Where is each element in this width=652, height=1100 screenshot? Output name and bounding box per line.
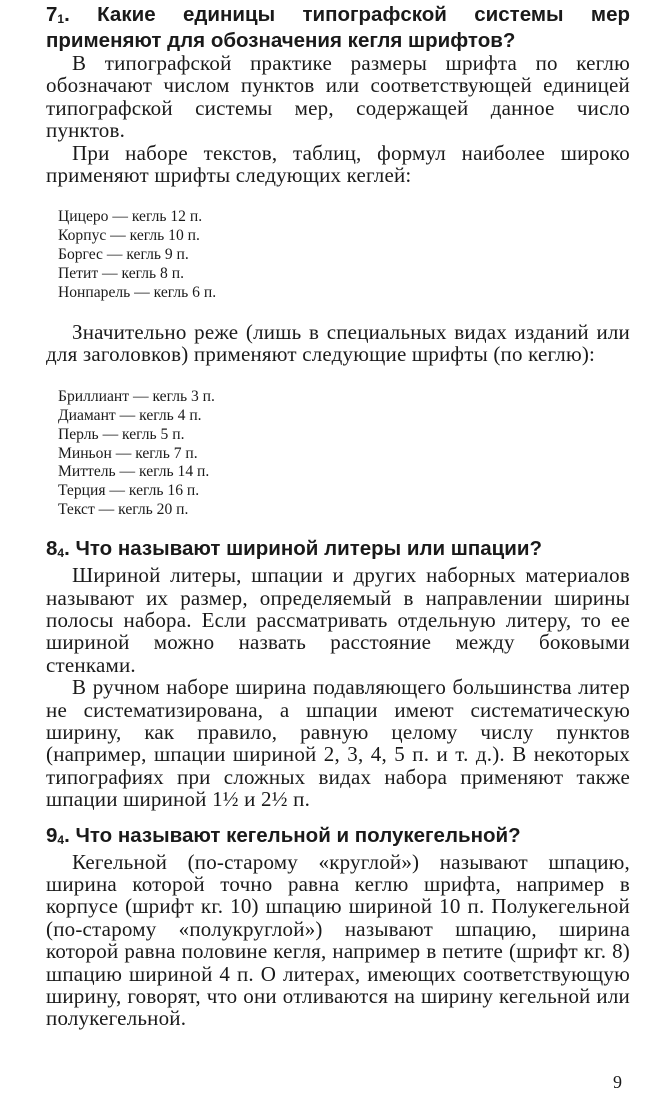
list-item: Терция — кегль 16 п. (58, 482, 200, 500)
paragraph: В ручном наборе ширина подавляющего большинства литер не систематизирована, а шпации имеют систематическую ширину, как правило, равную целому числу пунктов (например, шпации шириной 2, 3, 4, 5 п. и т. д.). В некоторых типографиях при сложных видах набора применяют также шпации шириной 1½ и 2½ п. (46, 675, 630, 812)
section-9-4 (46, 825, 630, 1030)
paragraph: Значительно реже (лишь в специальных видах изданий или для заголовков) применяют следующие шрифты (по кеглю): (46, 319, 630, 367)
page-number: 9 (613, 1072, 622, 1092)
list-item: Корпус — кегль 10 п. (58, 227, 200, 245)
list-item: Нонпарель — кегль 6 п. (58, 284, 217, 302)
list-item: Боргес — кегль 9 п. (58, 246, 189, 264)
paragraph: Шириной литеры, шпации и других наборных материалов называют их размер, определяемый в направлении ширины полосы набора. Если рассматривать отдельную литеру, то ее шириной можно назвать расстояние между боковыми стенками. (46, 563, 630, 677)
list-item: Текст — кегль 20 п. (58, 501, 189, 519)
section-8-4 (46, 538, 630, 810)
list-item: Миньон — кегль 7 п. (58, 444, 198, 462)
question-heading: $8_4$. Что называют шириной литеры или шпации? (46, 537, 542, 561)
list-item: Цицеро — кегль 12 п. (58, 208, 203, 226)
list-item: Диамант — кегль 4 п. (58, 406, 202, 424)
list-item: Петит — кегль 8 п. (58, 265, 184, 283)
paragraph: В типографской практике размеры шрифта по кеглю обозначают числом пунктов или соответствующей единицей типографской системы мер, содержащей данное число пунктов. (46, 51, 630, 143)
font-size-list (58, 208, 630, 303)
question-number: $9_4$ (46, 823, 65, 847)
section-7-1 (46, 4, 630, 520)
paragraph: Кегельной (по-старому «круглой») называют шпацию, ширина которой точно равна кеглю шрифта, например в корпусе (шрифт кг. 10) шпацию шириной 10 п. Полукегельной (по-старому «полукруглой») называют шпацию, ширина которой равна половине кегля, например в петите (шрифт кг. 8) шпацию шириной 4 п. О литерах, имеющих соответствующую ширину, говорят, что они отливаются на ширину кегельной или полукегельной. (46, 849, 630, 1031)
list-item: Перль — кегль 5 п. (58, 425, 185, 443)
question-heading: $9_4$. Что называют кегельной и полукегельной? (46, 823, 521, 847)
question-number: $8_4$ (46, 537, 65, 561)
list-item: Миттель — кегль 14 п. (58, 463, 210, 481)
question-heading: $7_1$. Какие единицы типографской системы мер применяют для обозначения кегля шрифтов? (46, 3, 630, 52)
paragraph: При наборе текстов, таблиц, формул наиболее широко применяют шрифты следующих кеглей: (46, 140, 630, 188)
rare-font-size-list (58, 388, 630, 520)
list-item: Бриллиант — кегль 3 п. (58, 387, 215, 405)
question-number: $7_1$ (46, 3, 65, 26)
